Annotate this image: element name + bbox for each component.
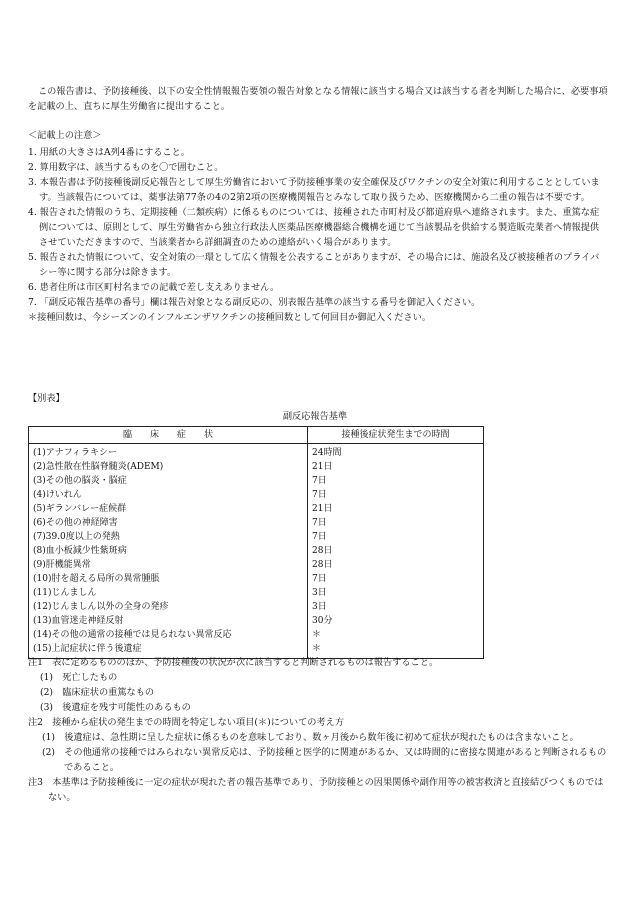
table-row: [29, 444, 484, 461]
note-item: 4. 報告された情報のうち、定期接種（二類疾病）に係るものについては、接種された市町村及び都道府県へ連絡されます。また、重篤な症例については、原則として、厚生労働省から独立行政法人医薬品医療機器総合機構を通じて当該製品を供給する製造販売業者へ情報提供させていただきますので、当該業者から詳細調査のための連絡がいく場合があります。: [28, 207, 600, 248]
footnote-3: 注3 本基準は予防接種後に一定の症状が現れた者の報告基準であり、予防接種との因果関係や副作用等の被害救済と直接結びつくものではない。: [28, 777, 604, 803]
footnote-2: 注2 接種から症状の発生までの時間を特定しない項目(＊)についての考え方: [28, 717, 345, 728]
time-cell: ＊: [308, 628, 484, 642]
table-title: 副反応報告基準: [282, 411, 348, 422]
footnote-1-item: (1) 死亡したもの: [40, 672, 118, 683]
table-row: [29, 600, 484, 614]
time-cell: 7日: [308, 530, 484, 544]
footnote-2-item: (1) 後遺症は、急性期に呈した症状に係るものを意味しており、数ヶ月後から数年後に初めて症状が現れたものは含まないこと。: [42, 732, 579, 743]
note-item: 6. 患者住所は市区町村名までの記載で差し支えありません。: [28, 282, 280, 293]
symptom-cell: (15)上記症状に伴う後遺症: [29, 642, 308, 659]
time-cell: 24時間: [308, 444, 484, 461]
time-cell: 3日: [308, 600, 484, 614]
footnote-1-item: (2) 臨床症状の重篤なもの: [40, 687, 155, 698]
time-cell: 21日: [308, 502, 484, 516]
table-row: [29, 460, 484, 474]
time-cell: 3日: [308, 586, 484, 600]
time-cell: 28日: [308, 544, 484, 558]
symptom-cell: (2)急性散在性脳脊髄炎(ADEM): [29, 460, 308, 474]
intro-paragraph: この報告書は、予防接種後、以下の安全性情報報告要領の報告対象となる情報に該当する場合又は該当する者を判断した場合に、必要事項を記載の上、直ちに厚生労働省に提出すること。: [28, 86, 608, 112]
table-row: [29, 530, 484, 544]
appendix-label: 【別表】: [28, 393, 65, 404]
footnote-1-item: (3) 後遺症を残す可能性のあるもの: [40, 702, 191, 713]
symptom-cell: (5)ギランバレー症候群: [29, 502, 308, 516]
table-row: [29, 614, 484, 628]
table-body: [29, 444, 484, 659]
time-cell: 28日: [308, 558, 484, 572]
note-item: 7. 「副反応報告基準の番号」欄は報告対象となる副反応の、別表報告基準の該当する番号を御記入ください。: [28, 297, 481, 308]
symptom-cell: (12)じんましん以外の全身の発疹: [29, 600, 308, 614]
time-cell: 21日: [308, 460, 484, 474]
footnote-1: 注1 表に定めるもののほか、予防接種後の状況が次に該当すると判断されるものは報告すること。: [28, 657, 439, 668]
footnotes: [28, 655, 608, 805]
table-header-row: [29, 427, 484, 444]
table-row: [29, 544, 484, 558]
table-row: [29, 572, 484, 586]
symptom-cell: (9)肝機能異常: [29, 558, 308, 572]
note-item: 3. 本報告書は予防接種後副反応報告として厚生労働省において予防接種事業の安全確保及びワクチンの安全対策に利用することとしています。当該報告については、薬事法第77条の4の2第2項の医療機関報告とみなして取り扱うため、医療機関から二重の報告は不要です。: [28, 177, 600, 203]
symptom-cell: (13)血管迷走神経反射: [29, 614, 308, 628]
column-header-time: 接種後症状発生までの時間: [308, 427, 484, 444]
table-row: [29, 502, 484, 516]
time-cell: 7日: [308, 488, 484, 502]
note-item: ＊接種回数は、今シーズンのインフルエンザワクチンの接種回数として何回目か御記入ください。: [28, 312, 431, 323]
note-item: 5. 報告された情報について、安全対策の一環として広く情報を公表することがありますが、その場合には、施設名及び被接種者のプライバシー等に関する部分は除きます。: [28, 252, 600, 278]
symptom-cell: (4)けいれん: [29, 488, 308, 502]
table-row: [29, 628, 484, 642]
time-cell: 7日: [308, 516, 484, 530]
column-header-symptom: 臨 床 症 状: [29, 427, 308, 444]
time-cell: 7日: [308, 572, 484, 586]
table-row: [29, 586, 484, 600]
symptom-cell: (8)血小板減少性紫斑病: [29, 544, 308, 558]
symptom-cell: (6)その他の神経障害: [29, 516, 308, 530]
footnote-2-item: (2) その他通常の接種ではみられない異常反応は、予防接種と医学的に関連があるか、又は時間的に密接な関連があると判断されるものであること。: [42, 747, 607, 773]
time-cell: 30分: [308, 614, 484, 628]
notes-list: [28, 145, 608, 325]
table-row: [29, 488, 484, 502]
symptom-cell: (3)その他の脳炎・脳症: [29, 474, 308, 488]
notes-heading: ＜記載上の注意＞: [28, 130, 102, 141]
symptom-cell: (10)肘を超える局所の異常腫脹: [29, 572, 308, 586]
table-row: [29, 474, 484, 488]
symptom-cell: (1)アナフィラキシー: [29, 444, 308, 461]
table-row: [29, 516, 484, 530]
time-cell: ＊: [308, 642, 484, 659]
note-item: 2. 算用数字は、該当するものを〇で囲むこと。: [28, 162, 224, 173]
symptom-cell: (7)39.0度以上の発熱: [29, 530, 308, 544]
criteria-table: [28, 426, 484, 659]
symptom-cell: (11)じんましん: [29, 586, 308, 600]
time-cell: 7日: [308, 474, 484, 488]
note-item: 1. 用紙の大きさはA列4番にすること。: [28, 147, 190, 158]
symptom-cell: (14)その他の通常の接種では見られない異常反応: [29, 628, 308, 642]
table-row: [29, 558, 484, 572]
